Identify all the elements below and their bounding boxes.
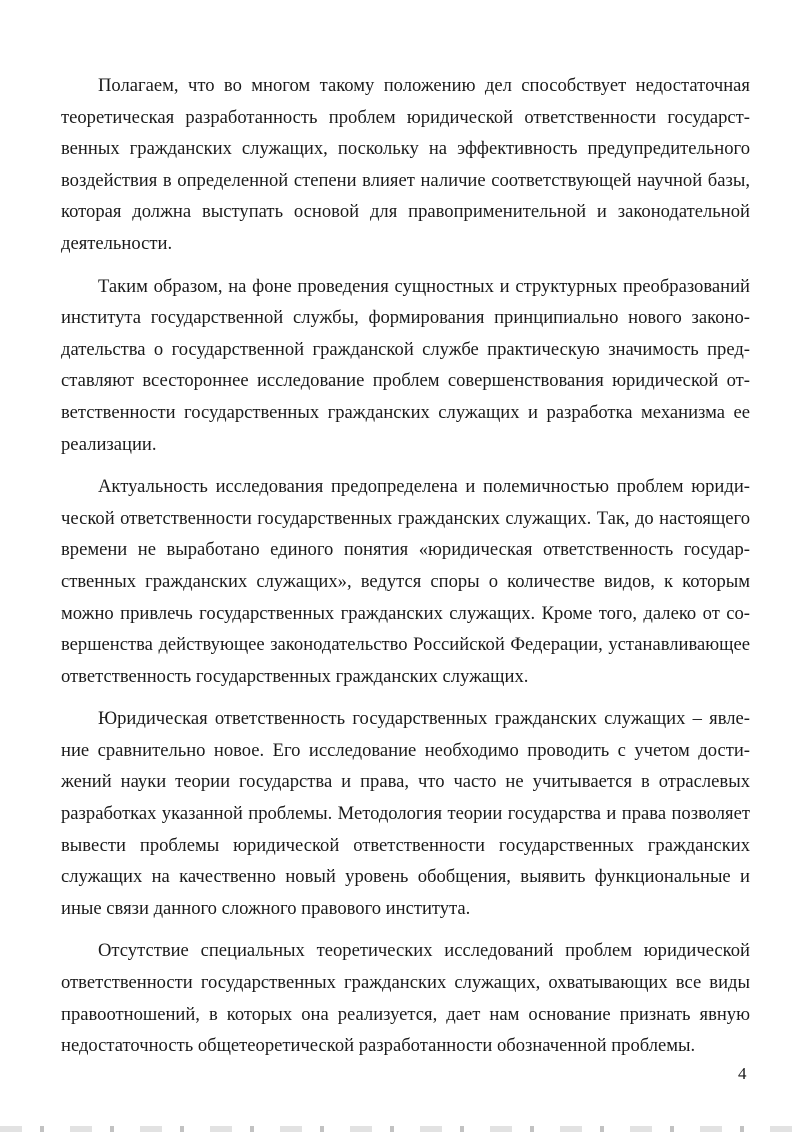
paragraph-2: Таким образом, на фоне проведения сущностных и структурных преобразований института государственной службы, формирования принципиально нового законодательства о государственной гражданской службе практическую значимость представляют всестороннее исследование проблем совершенствования юридической ответственности государственных гражданских служащих и разработка механизма ее реализации.: [61, 275, 750, 455]
paragraph-3: Актуальность исследования предопределена и полемичностью проблем юридической ответственности государственных гражданских служащих. Так, до настоящего времени не выработано единого понятия «юридическая ответственность государственных гражданских служащих», ведутся споры о количестве видов, к которым можно привлечь государственных гражданских служащих. Кроме того, далеко от совершенства действующее законодательство Российской Федерации, устанавливающее ответственность государственных гражданских служащих.: [61, 476, 750, 687]
page-number: 4: [738, 1064, 747, 1083]
paragraph-5: Отсутствие специальных теоретических исследований проблем юридической ответственности государственных гражданских служащих, охватывающих все виды правоотношений, в которых она реализуется, дает нам основание признать явную недостаточность общетеоретической разработанности обозначенной проблемы.: [61, 940, 750, 1057]
scan-edge-artifact: [0, 1126, 800, 1132]
paragraph-4: Юридическая ответственность государственных гражданских служащих – явление сравнительно новое. Его исследование необходимо проводить с учетом достижений науки теории государства и права, что часто не учитывается в отраслевых разработках указанной проблемы. Методология теории государства и права позволяет вывести проблемы юридической ответственности государственных гражданских служащих на качественно новый уровень обобщения, выявить функциональные и иные связи данного сложного правового института.: [61, 708, 750, 919]
body-text: [61, 70, 750, 1073]
paragraph-1: Полагаем, что во многом такому положению дел способствует недостаточная теоретическая разработанность проблем юридической ответственности государственных гражданских служащих, поскольку на эффективность предупредительного воздействия в определенной степени влияет наличие соответствующей научной базы, которая должна выступать основой для правоприменительной и законодательной деятельности.: [61, 75, 750, 254]
